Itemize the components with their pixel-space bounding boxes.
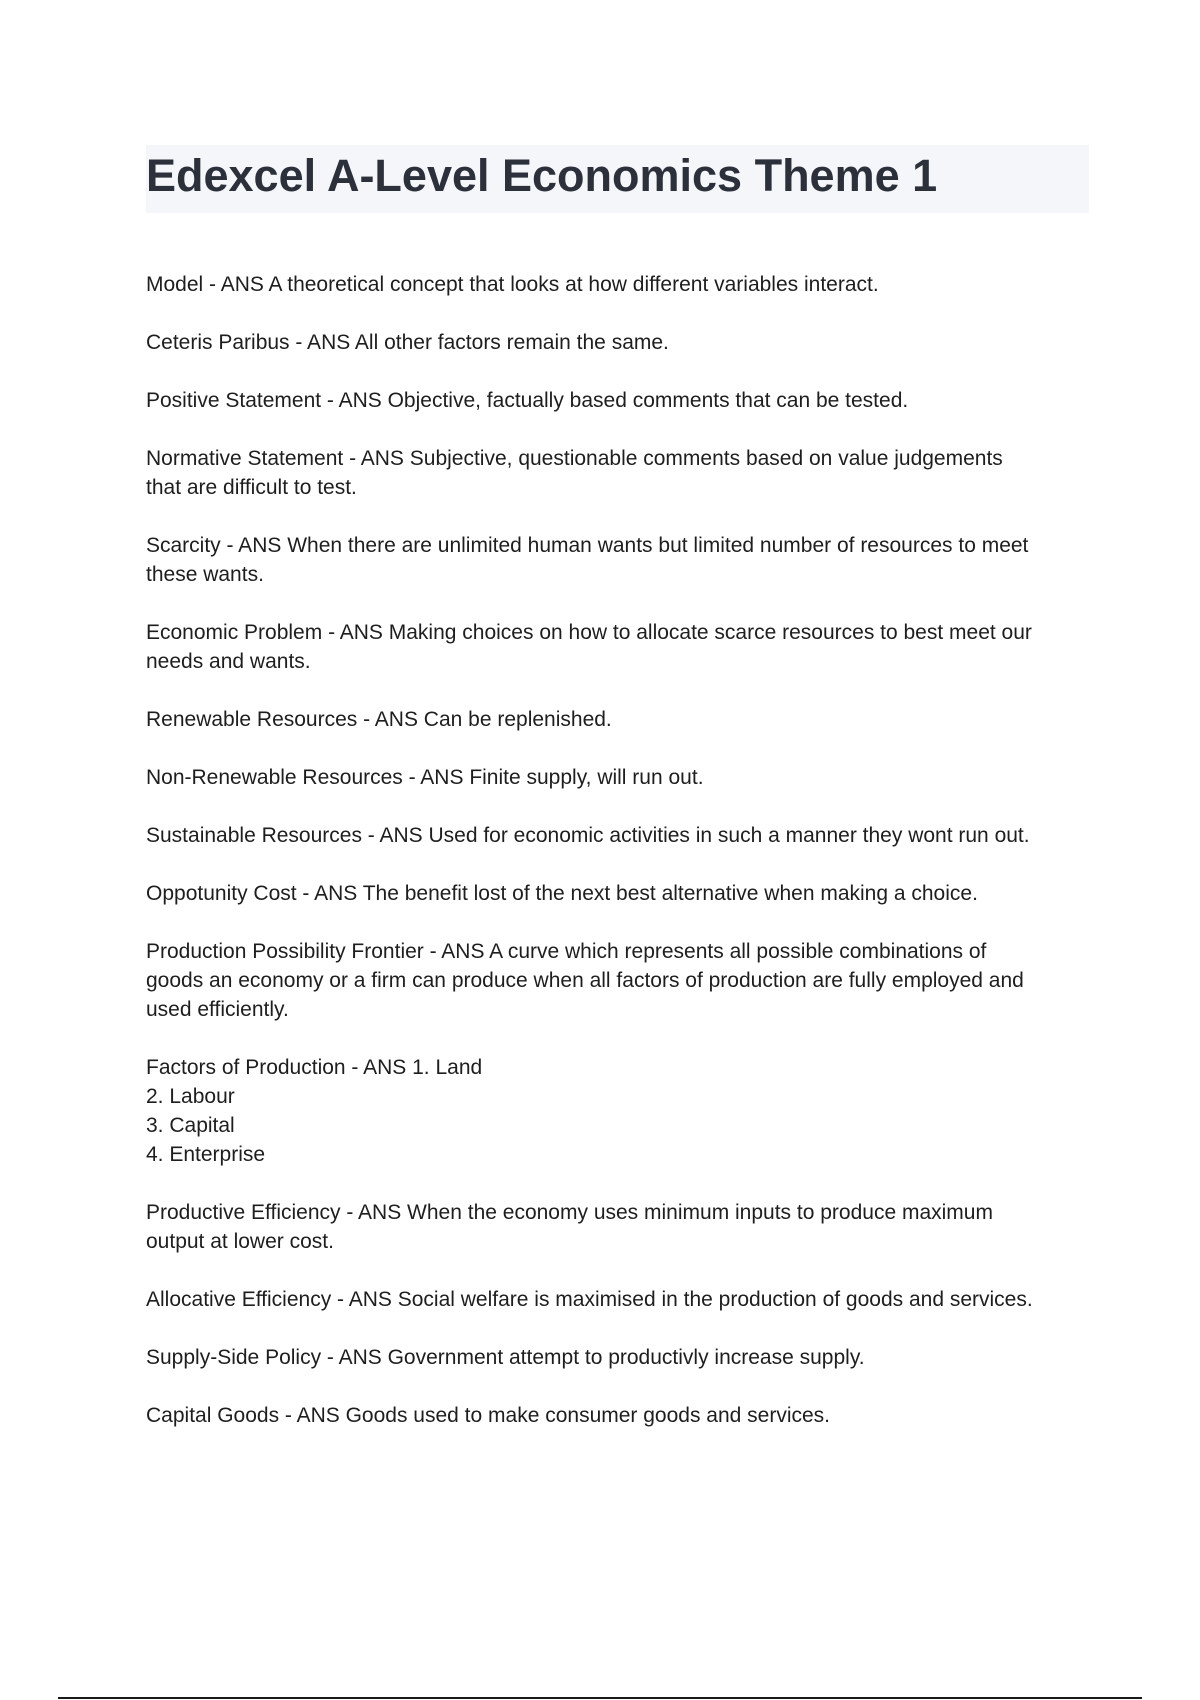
definition-text-line: Normative Statement - ANS Subjective, questionable comments based on value judgements [146, 447, 1003, 470]
definition-entry [146, 1285, 1096, 1314]
definition-list [146, 270, 1096, 1459]
definition-entry [146, 821, 1096, 850]
definition-text-line: Economic Problem - ANS Making choices on how to allocate scarce resources to best meet our [146, 621, 1032, 644]
footer-divider [58, 1697, 1142, 1699]
definition-entry [146, 879, 1096, 908]
definition-entry [146, 531, 1096, 589]
definition-text-line: Non-Renewable Resources - ANS Finite supply, will run out. [146, 766, 704, 789]
definition-entry [146, 444, 1096, 502]
definition-text-line: Factors of Production - ANS 1. Land [146, 1056, 483, 1079]
definition-entry [146, 937, 1096, 1024]
definition-entry [146, 1198, 1096, 1256]
definition-text-line: Allocative Efficiency - ANS Social welfare is maximised in the production of goods and services. [146, 1288, 1033, 1311]
document-title: Edexcel A-Level Economics Theme 1 [146, 150, 938, 201]
definition-text-line: Productive Efficiency - ANS When the economy uses minimum inputs to produce maximum [146, 1201, 993, 1224]
definition-text-line: 3. Capital [146, 1114, 235, 1137]
definition-text-line: 2. Labour [146, 1085, 235, 1108]
definition-text-line: Scarcity - ANS When there are unlimited human wants but limited number of resources to meet [146, 534, 1029, 557]
definition-text-line: Model - ANS A theoretical concept that looks at how different variables interact. [146, 273, 879, 296]
definition-entry [146, 1401, 1096, 1430]
definition-text-line: these wants. [146, 563, 264, 586]
definition-text-line: goods an economy or a firm can produce when all factors of production are fully employed and [146, 969, 1024, 992]
definition-text-line: Capital Goods - ANS Goods used to make consumer goods and services. [146, 1404, 831, 1427]
definition-text-line: Renewable Resources - ANS Can be replenished. [146, 708, 612, 731]
definition-entry [146, 1053, 1096, 1169]
definition-entry [146, 270, 1096, 299]
definition-text-line: 4. Enterprise [146, 1143, 266, 1166]
definition-text-line: used efficiently. [146, 998, 289, 1021]
definition-entry [146, 386, 1096, 415]
definition-text-line: Production Possibility Frontier - ANS A curve which represents all possible combinations of [146, 940, 987, 963]
definition-text-line: Sustainable Resources - ANS Used for economic activities in such a manner they wont run out. [146, 824, 1030, 847]
definition-text-line: that are difficult to test. [146, 476, 357, 499]
definition-entry [146, 618, 1096, 676]
definition-entry [146, 705, 1096, 734]
definition-entry [146, 328, 1096, 357]
definition-text-line: Supply-Side Policy - ANS Government attempt to productivly increase supply. [146, 1346, 865, 1369]
definition-text-line: Oppotunity Cost - ANS The benefit lost of the next best alternative when making a choice. [146, 882, 978, 905]
definition-entry [146, 1343, 1096, 1372]
definition-entry [146, 763, 1096, 792]
definition-text-line: Ceteris Paribus - ANS All other factors remain the same. [146, 331, 669, 354]
definition-text-line: output at lower cost. [146, 1230, 334, 1253]
definition-text-line: needs and wants. [146, 650, 311, 673]
title-banner [146, 145, 1089, 213]
definition-text-line: Positive Statement - ANS Objective, factually based comments that can be tested. [146, 389, 909, 412]
